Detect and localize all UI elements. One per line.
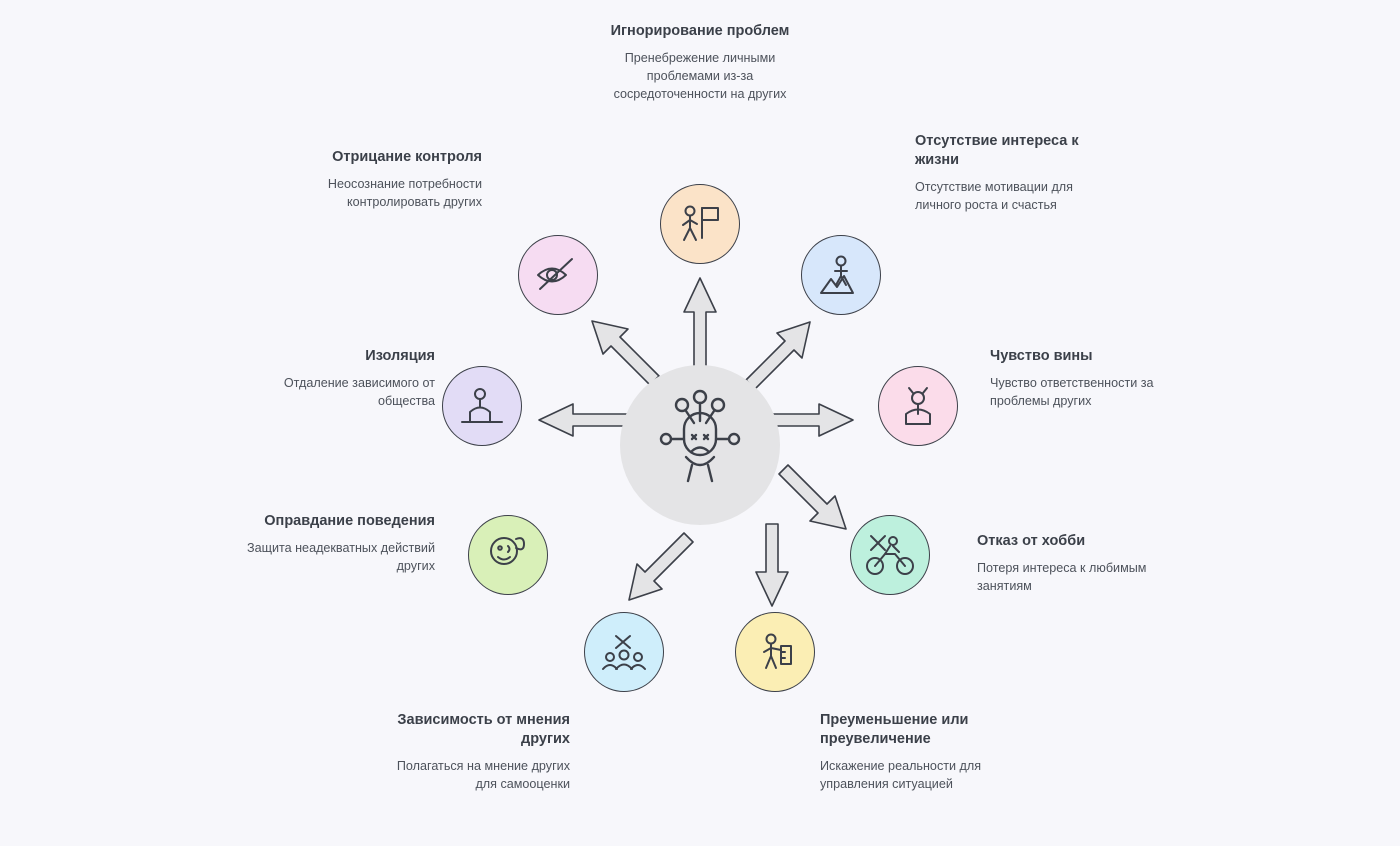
label-no-interest-in-life — [915, 132, 1105, 214]
label-desc: Защита неадекватных действий других — [246, 540, 435, 573]
speaking-person-icon — [482, 529, 534, 581]
node-guilt[interactable] — [878, 366, 958, 446]
label-title: Чувство вины — [990, 348, 1093, 364]
label-desc: Отсутствие мотивации для личного роста и счастья — [915, 179, 1073, 212]
distressed-face-network-icon — [620, 365, 780, 525]
label-title: Изоляция — [365, 348, 435, 364]
label-desc: Пренебрежение личными проблемами из-за сосредоточенности на других — [613, 50, 787, 101]
node-minimizing-or-exaggerating[interactable] — [735, 612, 815, 692]
node-ignoring-problems[interactable] — [660, 184, 740, 264]
center-hub — [620, 365, 780, 525]
guilt-person-icon — [892, 380, 944, 432]
label-desc: Полагаться на мнение других для самооценки — [396, 758, 570, 791]
label-title: Отказ от хобби — [977, 533, 1086, 549]
label-denial-of-control — [292, 148, 482, 212]
crossed-out-eye-icon — [532, 249, 584, 301]
node-denial-of-control[interactable] — [518, 235, 598, 315]
person-with-flag-icon — [674, 198, 726, 250]
label-title: Отрицание контроля — [332, 149, 482, 165]
group-of-people-icon — [598, 626, 650, 678]
label-title: Оправдание поведения — [264, 513, 435, 529]
label-guilt — [990, 347, 1180, 411]
label-title: Отсутствие интереса к жизни — [915, 133, 1079, 168]
lonely-person-icon — [456, 380, 508, 432]
node-no-interest-in-life[interactable] — [801, 235, 881, 315]
person-measuring-icon — [749, 626, 801, 678]
node-giving-up-hobbies[interactable] — [850, 515, 930, 595]
node-dependence-on-others-opinion[interactable] — [584, 612, 664, 692]
node-isolation[interactable] — [442, 366, 522, 446]
label-desc: Отдаление зависимого от общества — [283, 375, 435, 408]
label-title: Зависимость от мнения других — [397, 712, 570, 747]
cyclist-crossed-out-icon — [863, 528, 917, 582]
label-dependence-on-others-opinion — [380, 711, 570, 793]
label-desc: Потеря интереса к любимым занятиям — [977, 560, 1147, 593]
label-desc: Искажение реальности для управления ситуацией — [820, 758, 982, 791]
label-ignoring-problems — [605, 22, 795, 103]
label-minimizing-or-exaggerating — [820, 711, 1010, 793]
label-isolation — [245, 347, 435, 411]
label-justifying-behavior — [245, 512, 435, 576]
node-justifying-behavior[interactable] — [468, 515, 548, 595]
label-giving-up-hobbies — [977, 532, 1167, 596]
label-title: Игнорирование проблем — [610, 23, 790, 39]
label-desc: Неосознание потребности контролировать других — [327, 176, 482, 209]
person-on-mountain-icon — [815, 249, 867, 301]
label-title: Преуменьшение или преувеличение — [820, 712, 969, 747]
label-desc: Чувство ответственности за проблемы других — [990, 375, 1154, 408]
